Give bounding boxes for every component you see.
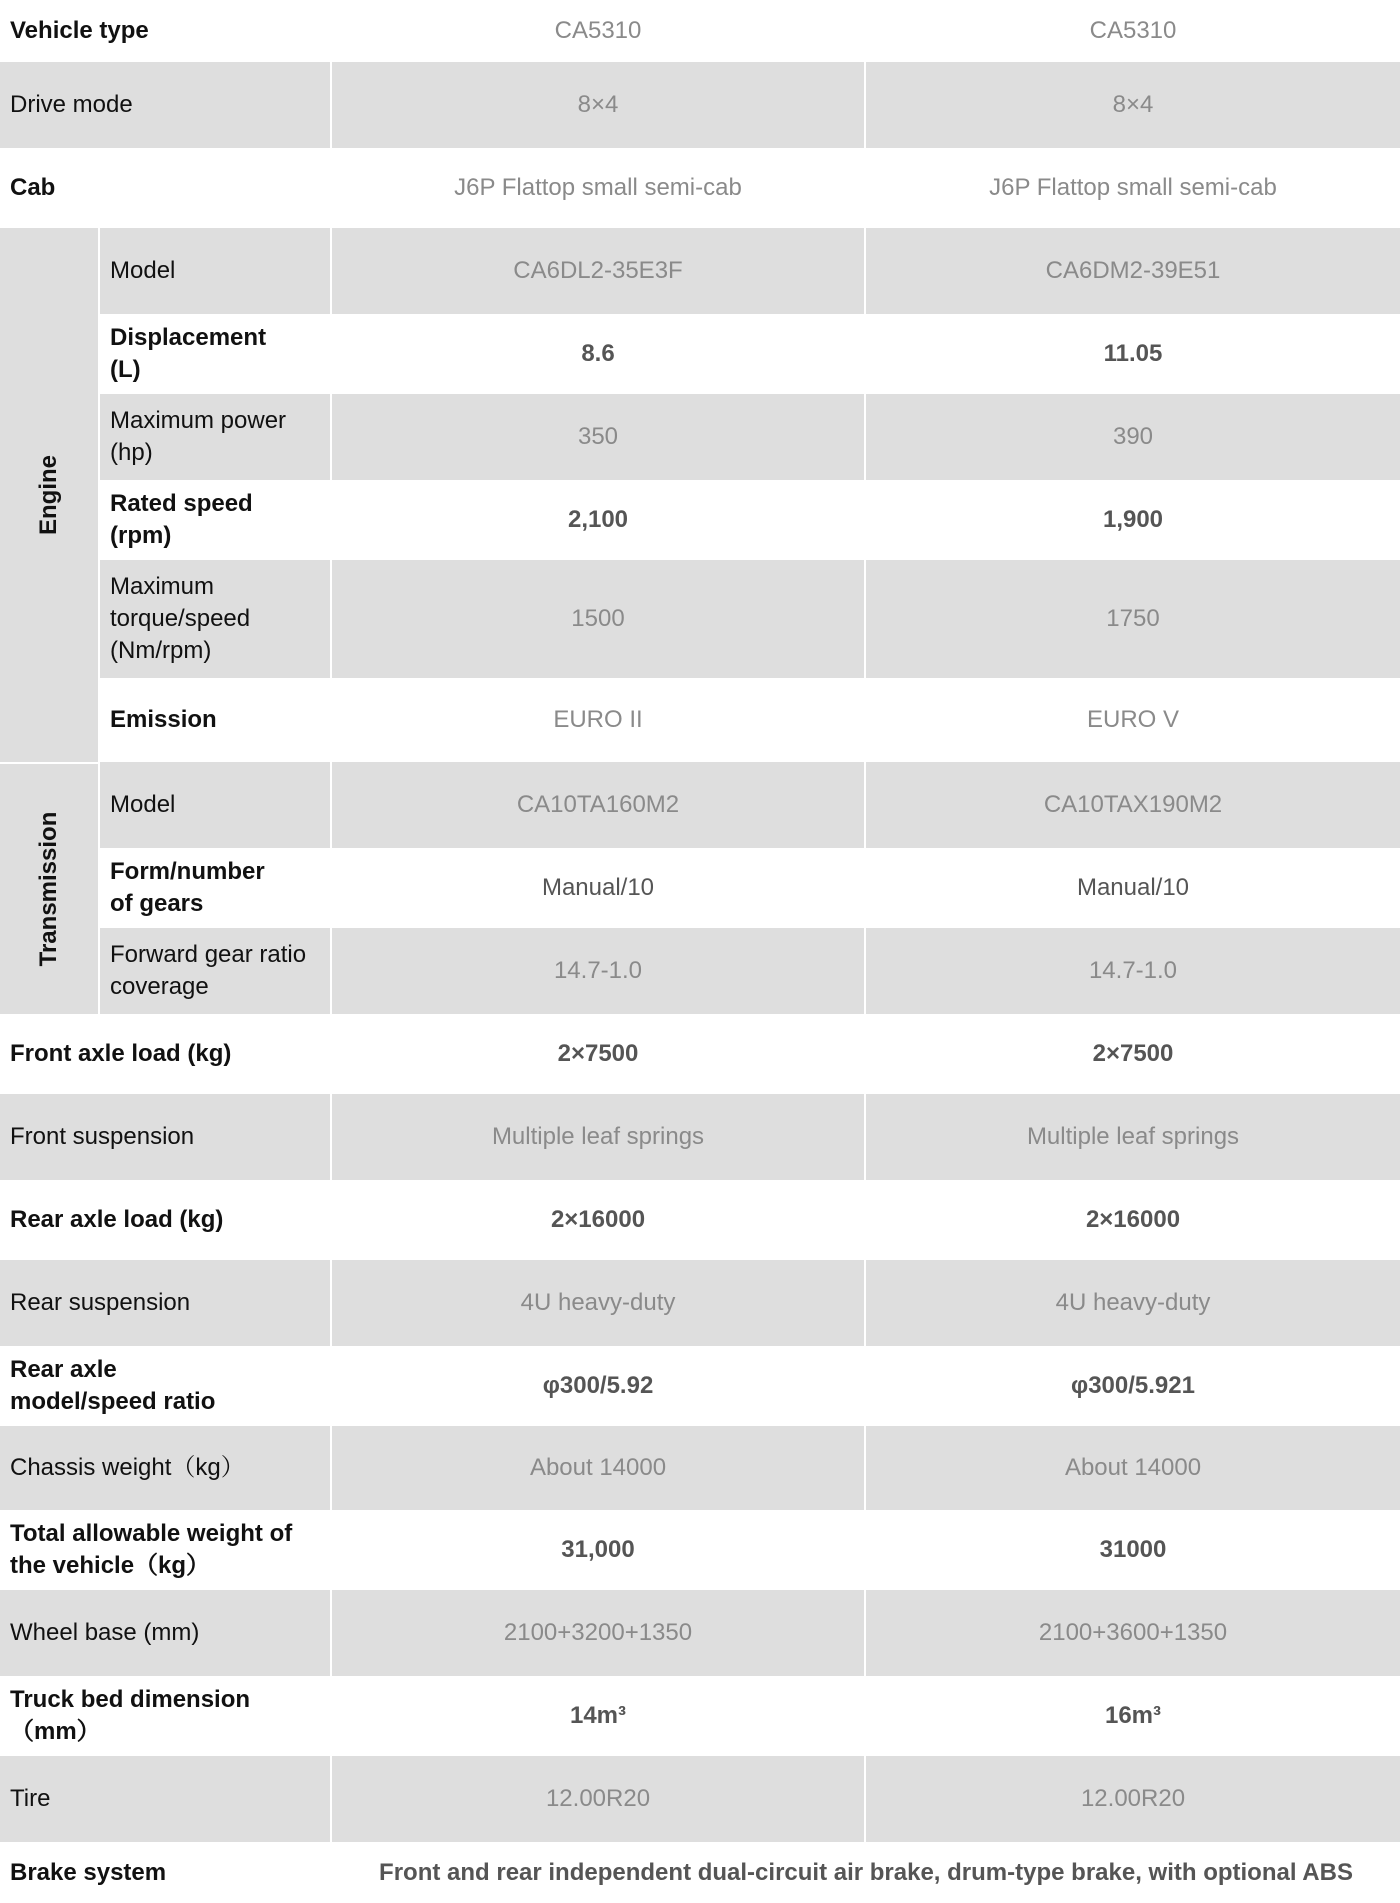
value-cell: 2100+3200+1350: [503, 1619, 693, 1646]
row-rated-speed: [0, 480, 1400, 560]
value-cell: 390: [1112, 423, 1154, 450]
row-label: Front axle load (kg): [10, 1040, 232, 1067]
row-label: Model: [110, 791, 176, 818]
value-cell: 2×16000: [1085, 1206, 1181, 1233]
value-cell: 8×4: [1112, 91, 1154, 118]
value-cell: J6P Flattop small semi-cab: [989, 174, 1277, 201]
row-emission: [0, 678, 1400, 762]
row-label: Front suspension: [10, 1123, 195, 1150]
value-cell: EURO II: [553, 706, 643, 733]
value-cell: CA6DL2-35E3F: [513, 257, 683, 284]
value-cell: Multiple leaf springs: [1026, 1123, 1240, 1150]
row-label: Cab: [10, 174, 56, 201]
row-label: Forward gear ratio coverage: [110, 941, 307, 1000]
value-cell: 2,100: [567, 506, 629, 533]
value-cell: 4U heavy-duty: [520, 1289, 676, 1316]
row-label: Truck bed dimension （mm）: [10, 1686, 251, 1745]
value-cell: φ300/5.921: [1071, 1372, 1195, 1399]
row-rear-suspension: [0, 1260, 1400, 1346]
row-tire: [0, 1756, 1400, 1842]
value-cell: CA5310: [1089, 17, 1177, 44]
row-label: Brake system: [10, 1858, 167, 1886]
row-rear-axle-model: [0, 1346, 1400, 1426]
row-label: Rated speed (rpm): [110, 490, 253, 549]
row-chassis-weight: [0, 1426, 1400, 1510]
row-label: Vehicle type: [10, 17, 149, 44]
row-rear-axle-load: [0, 1180, 1400, 1260]
row-label: Maximum torque/speed (Nm/rpm): [110, 573, 251, 664]
value-cell: 31000: [1099, 1536, 1167, 1563]
engine-group-header: [0, 228, 98, 762]
row-label: Drive mode: [10, 91, 133, 118]
row-label: Wheel base (mm): [10, 1619, 200, 1646]
row-max-power: [0, 394, 1400, 480]
row-label: Emission: [110, 706, 217, 733]
row-gear-ratio: [0, 928, 1400, 1014]
row-gears: [0, 848, 1400, 928]
transmission-group-label: Transmission: [35, 811, 62, 967]
value-cell: About 14000: [1064, 1454, 1202, 1481]
row-transmission-model: [0, 762, 1400, 848]
row-cab: [0, 148, 1400, 228]
row-brake-system: [0, 1842, 1400, 1903]
row-label: Maximum power (hp): [110, 407, 287, 466]
row-wheel-base: [0, 1590, 1400, 1676]
transmission-group-header: [0, 762, 98, 1014]
value-cell: Manual/10: [1076, 874, 1190, 901]
value-cell: 1500: [571, 605, 625, 632]
row-displacement: [0, 314, 1400, 394]
row-label: Rear axle load (kg): [10, 1206, 224, 1233]
row-drive-mode: [0, 62, 1400, 148]
row-label: Rear axle model/speed ratio: [10, 1356, 216, 1415]
row-label: Form/number of gears: [110, 858, 265, 917]
row-label: Total allowable weight of the vehicle（kg）: [10, 1520, 293, 1579]
value-cell: 16m³: [1104, 1702, 1162, 1729]
row-label: Rear suspension: [10, 1289, 191, 1316]
value-cell: Manual/10: [541, 874, 655, 901]
value-cell: φ300/5.92: [542, 1372, 654, 1399]
engine-group-label: Engine: [35, 454, 62, 536]
row-label: Displacement (L): [110, 324, 267, 383]
brake-value: Front and rear independent dual-circuit air brake, drum-type brake, with optional ABS: [379, 1858, 1353, 1886]
value-cell: 8×4: [577, 91, 619, 118]
value-cell: 2×16000: [550, 1206, 646, 1233]
row-total-weight: [0, 1510, 1400, 1590]
row-front-axle-load: [0, 1014, 1400, 1094]
value-cell: 350: [577, 423, 619, 450]
value-cell: CA5310: [554, 17, 642, 44]
value-cell: 4U heavy-duty: [1055, 1289, 1211, 1316]
row-label: Tire: [10, 1785, 51, 1812]
value-cell: 12.00R20: [545, 1785, 651, 1812]
row-vehicle-type: [0, 0, 1400, 62]
value-cell: 1750: [1106, 605, 1160, 632]
value-cell: 31,000: [561, 1536, 635, 1563]
value-cell: 2×7500: [1092, 1040, 1174, 1067]
value-cell: CA10TA160M2: [516, 791, 680, 818]
value-cell: 8.6: [581, 340, 615, 367]
value-cell: J6P Flattop small semi-cab: [454, 174, 742, 201]
value-cell: 14.7-1.0: [1088, 957, 1178, 984]
row-engine-model: [0, 228, 1400, 314]
value-cell: 11.05: [1103, 340, 1163, 367]
value-cell: CA10TAX190M2: [1043, 791, 1223, 818]
value-cell: Multiple leaf springs: [491, 1123, 705, 1150]
value-cell: 12.00R20: [1080, 1785, 1186, 1812]
row-truck-bed: [0, 1676, 1400, 1756]
row-label: Model: [110, 257, 176, 284]
value-cell: 2100+3600+1350: [1038, 1619, 1228, 1646]
row-front-suspension: [0, 1094, 1400, 1180]
value-cell: EURO V: [1086, 706, 1179, 733]
value-cell: 14m³: [569, 1702, 627, 1729]
value-cell: About 14000: [529, 1454, 667, 1481]
value-cell: 2×7500: [557, 1040, 639, 1067]
value-cell: CA6DM2-39E51: [1045, 257, 1221, 284]
value-cell: 1,900: [1102, 506, 1164, 533]
row-label: Chassis weight（kg）: [10, 1454, 245, 1481]
value-cell: 14.7-1.0: [553, 957, 643, 984]
row-max-torque: [0, 560, 1400, 678]
